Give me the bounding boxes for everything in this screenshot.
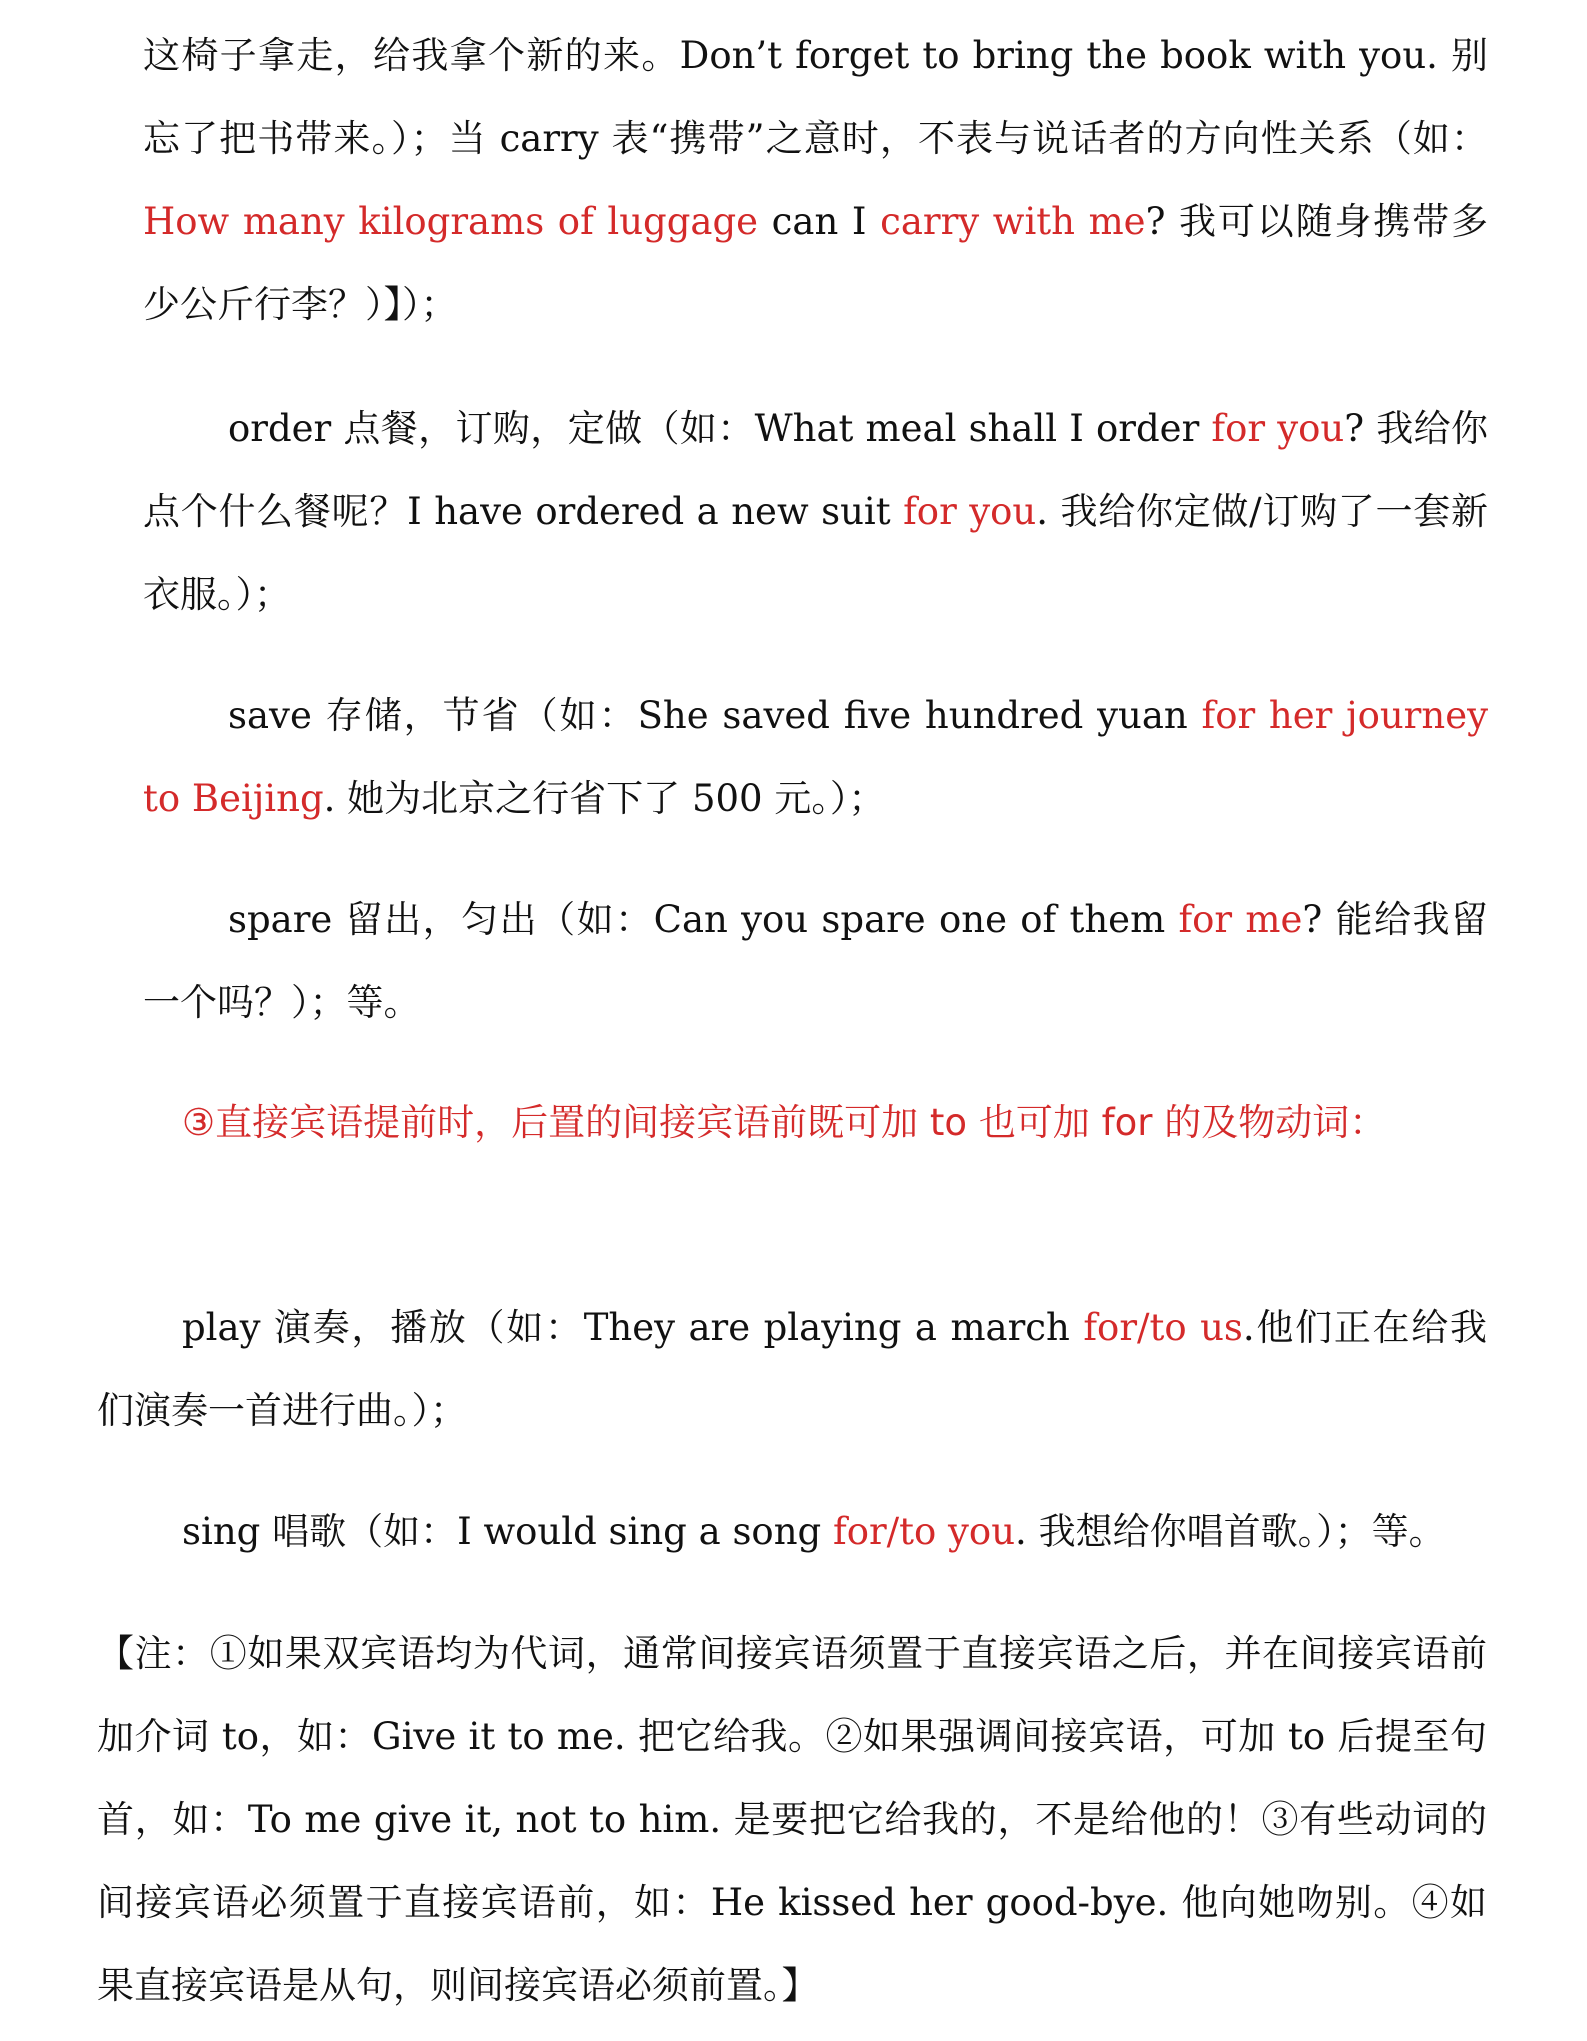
paragraph-save xyxy=(143,674,1488,840)
example-highlight: for her journey to Beijing xyxy=(143,694,1488,820)
note-paragraph: 【注：①如果双宾语均为代词，通常间接宾语须置于直接宾语之后，并在间接宾语前加介词 to，如：Give it to me. 把它给我。②如果强调间接宾语，可加 to 后提至句首，如：To me give it, not to him. 是要把它给我的，不是给他的！③有些动词的间接宾语必须置于直接宾语前，如：He kissed her good-bye. 他向她吻别。④如果直接宾语是从句，则间接宾语必须前置。】 xyxy=(97,1632,1487,2007)
example-highlight: for/to us xyxy=(1083,1306,1243,1349)
text: can I xyxy=(758,200,881,243)
text: . 我给你定做/订购了一套新衣服。）； xyxy=(143,490,1488,616)
text: order 点餐，订购，定做（如：What meal shall I order xyxy=(228,407,1212,450)
text: . 她为北京之行省下了 500 元。）； xyxy=(323,777,886,820)
text: ? 能给我留一个吗？）；等。 xyxy=(143,898,1488,1024)
text: sing 唱歌（如：I would sing a song xyxy=(182,1510,833,1553)
example-highlight: for you xyxy=(1211,407,1345,450)
text: save 存储，节省（如：She saved five hundred yuan xyxy=(228,694,1202,737)
example-highlight: How many kilograms of luggage xyxy=(143,200,759,243)
example-highlight: for you xyxy=(903,490,1037,533)
section-heading: ③直接宾语提前时，后置的间接宾语前既可加 to 也可加 for 的及物动词： xyxy=(182,1101,1387,1144)
text: .他们正在给我们演奏一首进行曲。）； xyxy=(97,1306,1487,1432)
text: ? 我给你点个什么餐呢？I have ordered a new suit xyxy=(143,407,1488,533)
paragraph-play xyxy=(97,1286,1487,1452)
paragraph-order xyxy=(143,387,1488,636)
example-highlight: for me xyxy=(1178,898,1303,941)
text: ? 我可以随身携带多少公斤行李？）】）； xyxy=(143,200,1488,326)
text: spare 留出，匀出（如：Can you spare one of them xyxy=(228,898,1179,941)
text: . 我想给你唱首歌。）；等。 xyxy=(1015,1510,1446,1553)
example-highlight: carry with me xyxy=(880,200,1146,243)
example-highlight: for/to you xyxy=(833,1510,1016,1553)
text: 这椅子拿走，给我拿个新的来。Don’t forget to bring the book with you. 别忘了把书带来。）；当 carry 表“携带”之意时，不表与说话者的方向性关系（如： xyxy=(143,34,1488,160)
paragraph-sing xyxy=(97,1490,1487,1573)
text: play 演奏，播放（如：They are playing a march xyxy=(182,1306,1084,1349)
paragraph-spare xyxy=(143,878,1488,1044)
paragraph-carry xyxy=(143,14,1488,346)
